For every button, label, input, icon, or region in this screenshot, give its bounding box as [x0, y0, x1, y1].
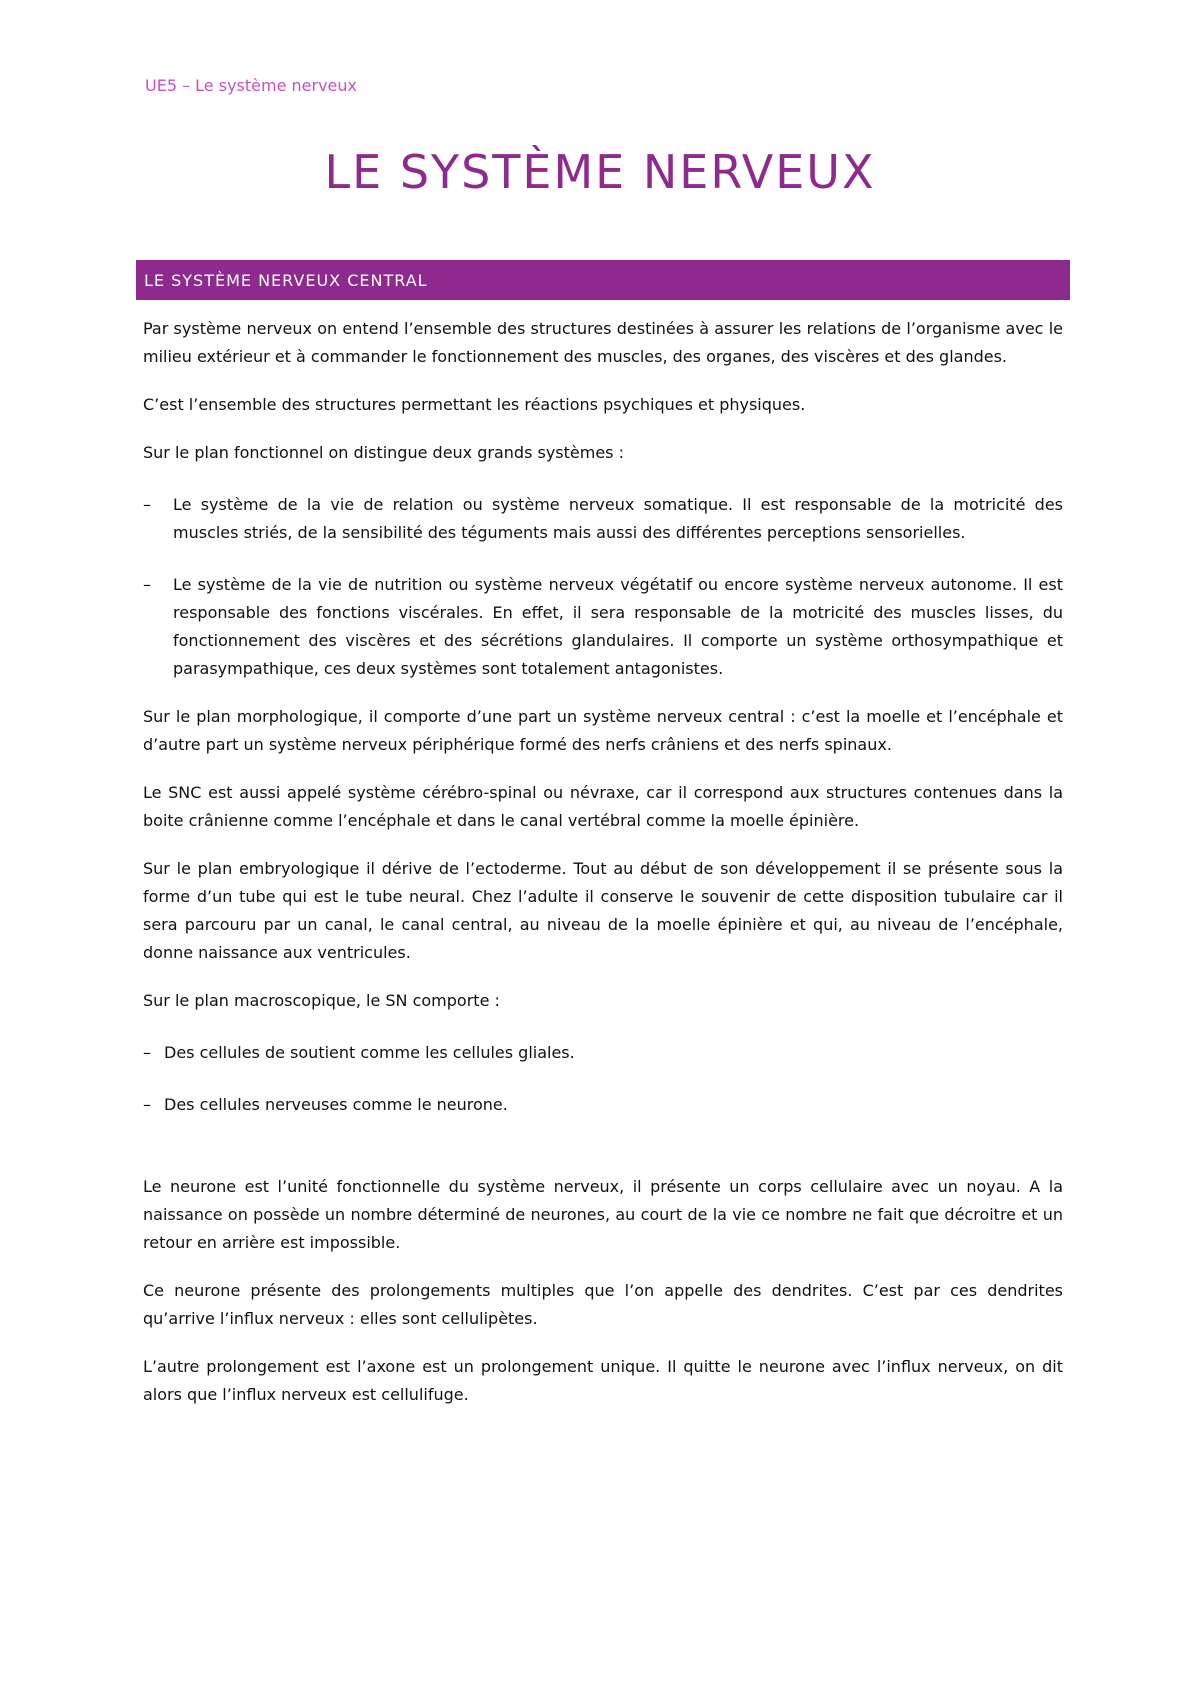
section-title: LE SYSTÈME NERVEUX CENTRAL [144, 270, 428, 290]
bullet-dash: – [143, 1043, 151, 1062]
bullet-dash: – [143, 495, 151, 514]
paragraph: Sur le plan embryologique il dérive de l’ectoderme. Tout au début de son développement il se présente sous la forme d’un tube qui est le tube neural. Chez l’adulte il conserve le souvenir de cette disposition tubulaire car il sera parcouru par un canal, le canal central, au niveau de la moelle épinière et qui, au niveau de l’encéphale, donne naissance aux ventricules. [143, 859, 1063, 962]
paragraph: Ce neurone présente des prolongements multiples que l’on appelle des dendrites. C’est par ces dendrites qu’arrive l’influx nerveux : elles sont cellulipètes. [143, 1281, 1063, 1328]
paragraph: Le neurone est l’unité fonctionnelle du système nerveux, il présente un corps cellulaire avec un noyau. A la naissance on possède un nombre déterminé de neurones, au court de la vie ce nombre ne fait que décroitre et un retour en arrière est impossible. [143, 1177, 1063, 1252]
paragraph: C’est l’ensemble des structures permettant les réactions psychiques et physiques. [143, 395, 806, 414]
list-item-text: Le système de la vie de nutrition ou système nerveux végétatif ou encore système nerveux autonome. Il est responsable des fonctions viscérales. En effet, il sera responsable de la motricité des muscles lisses, du fonctionnement des viscères et des sécrétions glandulaires. Il comporte un système orthosympathique et parasympathique, ces deux systèmes sont totalement antagonistes. [173, 575, 1063, 678]
paragraph: Sur le plan macroscopique, le SN comporte : [143, 991, 500, 1010]
paragraph: Par système nerveux on entend l’ensemble des structures destinées à assurer les relations de l’organisme avec le milieu extérieur et à commander le fonctionnement des muscles, des organes, des viscères et des glandes. [143, 319, 1063, 366]
bullet-dash: – [143, 575, 151, 594]
paragraph: L’autre prolongement est l’axone est un prolongement unique. Il quitte le neurone avec l’influx nerveux, on dit alors que l’influx nerveux est cellulifuge. [143, 1357, 1063, 1404]
running-header: UE5 – Le système nerveux [145, 76, 357, 95]
paragraph: Sur le plan morphologique, il comporte d’une part un système nerveux central : c’est la moelle et l’encéphale et d’autre part un système nerveux périphérique formé des nerfs crâniens et des nerfs spinaux. [143, 707, 1063, 754]
document-body [143, 315, 1063, 1429]
list-item-text: Des cellules de soutient comme les cellules gliales. [164, 1043, 575, 1062]
list-item [143, 491, 1063, 547]
paragraph: Sur le plan fonctionnel on distingue deux grands systèmes : [143, 443, 624, 462]
page-title: LE SYSTÈME NERVEUX [324, 145, 876, 199]
spacer [143, 1143, 1063, 1173]
list-item [143, 1039, 1063, 1067]
section-heading-bar [136, 260, 1070, 300]
bullet-dash: – [143, 1095, 151, 1114]
paragraph: Le SNC est aussi appelé système cérébro-spinal ou névraxe, car il correspond aux structures contenues dans la boite crânienne comme l’encéphale et dans le canal vertébral comme la moelle épinière. [143, 783, 1063, 830]
list-item-text: Le système de la vie de relation ou système nerveux somatique. Il est responsable de la motricité des muscles striés, de la sensibilité des téguments mais aussi des différentes perceptions sensorielles. [173, 495, 1063, 542]
list-item [143, 1091, 1063, 1119]
list-item [143, 571, 1063, 683]
list-item-text: Des cellules nerveuses comme le neurone. [164, 1095, 508, 1114]
